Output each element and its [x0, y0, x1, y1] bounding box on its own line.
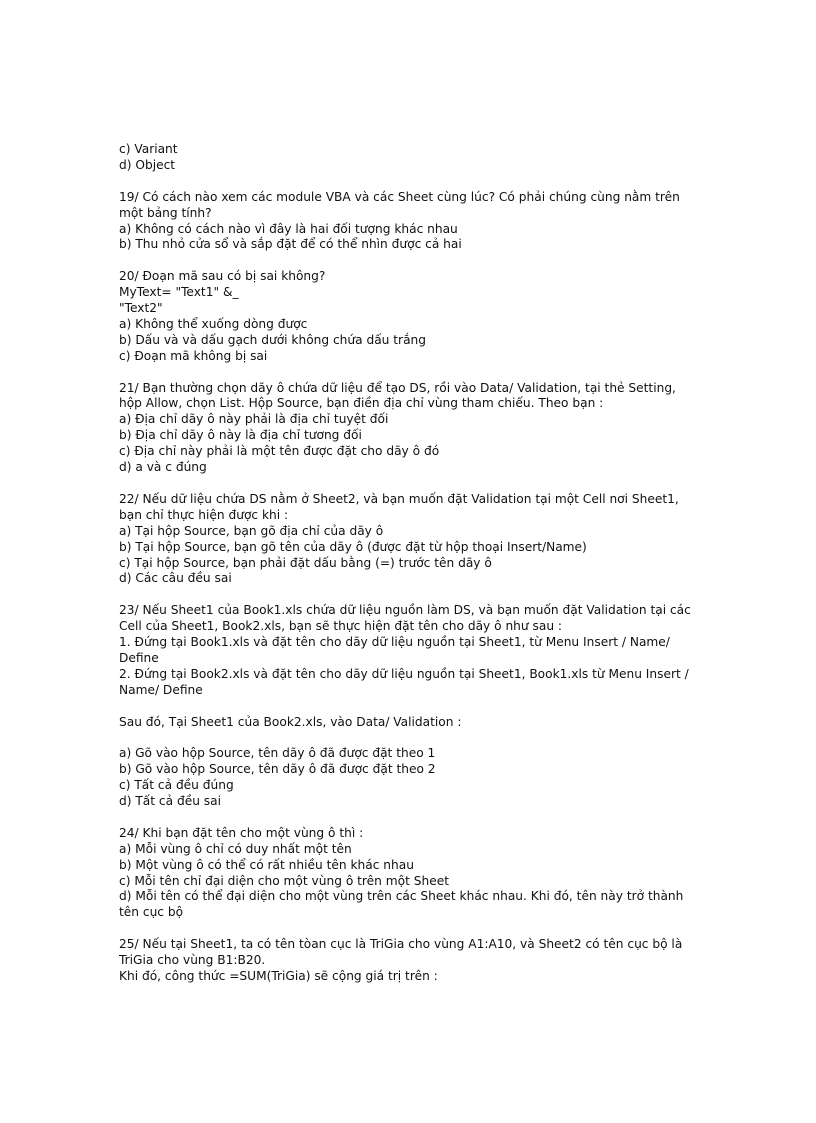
option-line: b) Dấu và và dấu gạch dưới không chứa dấu trắng [119, 332, 426, 347]
option-line: c) Đoạn mã không bị sai [119, 348, 268, 363]
question-22 [119, 492, 699, 587]
option-line: a) Không có cách nào vì đây là hai đối tượng khác nhau [119, 221, 458, 236]
option-line: c) Variant [119, 142, 178, 156]
option-line: d) Mỗi tên có thể đại diện cho một vùng trên các Sheet khác nhau. Khi đó, tên này trở thành tên cục bộ [119, 889, 684, 920]
option-line: d) a và c đúng [119, 460, 207, 475]
question-25 [119, 937, 699, 985]
question-text: 23/ Nếu Sheet1 của Book1.xls chứa dữ liệu nguồn làm DS, và bạn muốn đặt Validation tại các Cell của Sheet1, Book2.xls, bạn sẽ thực hiện đặt tên cho dãy ô như sau : [119, 603, 691, 634]
question-18-options [119, 142, 699, 174]
option-line: a) Tại hộp Source, bạn gõ địa chỉ của dãy ô [119, 523, 384, 538]
question-21 [119, 381, 699, 476]
code-line: "Text2" [119, 301, 163, 316]
question-text: 20/ Đoạn mã sau có bị sai không? [119, 269, 326, 284]
option-line: a) Địa chỉ dãy ô này phải là địa chỉ tuyệt đối [119, 412, 389, 427]
question-text: Khi đó, công thức =SUM(TriGia) sẽ cộng giá trị trên : [119, 968, 438, 983]
question-19 [119, 190, 699, 254]
option-line: a) Gõ vào hộp Source, tên dãy ô đã được đặt theo 1 [119, 746, 436, 761]
option-line: b) Một vùng ô có thể có rất nhiều tên khác nhau [119, 857, 414, 872]
option-line: b) Địa chỉ dãy ô này là địa chỉ tương đối [119, 428, 362, 443]
code-line: MyText= "Text1" &_ [119, 285, 239, 300]
step-line: 1. Đứng tại Book1.xls và đặt tên cho dãy dữ liệu nguồn tại Sheet1, từ Menu Insert / Name/ Define [119, 635, 670, 665]
question-text: 24/ Khi bạn đặt tên cho một vùng ô thì : [119, 825, 364, 840]
option-line: b) Gõ vào hộp Source, tên dãy ô đã được đặt theo 2 [119, 762, 436, 777]
question-text: 25/ Nếu tại Sheet1, ta có tên tòan cục là TriGia cho vùng A1:A10, và Sheet2 có tên cục bộ là TriGia cho vùng B1:B20. [119, 937, 683, 968]
option-line: b) Thu nhỏ cửa sổ và sắp đặt để có thể nhìn được cả hai [119, 237, 462, 252]
option-line: d) Tất cả đều sai [119, 794, 222, 809]
question-24 [119, 826, 699, 921]
option-line: c) Tất cả đều đúng [119, 778, 234, 793]
question-23 [119, 603, 699, 698]
option-line: b) Tại hộp Source, bạn gõ tên của dãy ô (được đặt từ hộp thoại Insert/Name) [119, 539, 587, 554]
option-line: c) Mỗi tên chỉ đại diện cho một vùng ô trên một Sheet [119, 873, 449, 888]
option-line: a) Không thể xuống dòng được [119, 316, 308, 331]
question-20 [119, 269, 699, 364]
question-text: 19/ Có cách nào xem các module VBA và các Sheet cùng lúc? Có phải chúng cùng nằm trên một bảng tính? [119, 189, 680, 220]
question-text: 21/ Bạn thường chọn dãy ô chứa dữ liệu để tạo DS, rồi vào Data/ Validation, tại thẻ Setting, hộp Allow, chọn List. Hộp Source, bạn điền địa chỉ vùng tham chiếu. Theo bạn : [119, 380, 676, 411]
option-line: d) Các câu đều sai [119, 571, 232, 586]
document-page [119, 142, 699, 985]
paragraph-text: Sau đó, Tại Sheet1 của Book2.xls, vào Data/ Validation : [119, 714, 462, 729]
option-line: a) Mỗi vùng ô chỉ có duy nhất một tên [119, 841, 352, 856]
step-line: 2. Đứng tại Book2.xls và đặt tên cho dãy dữ liệu nguồn tại Sheet1, Book1.xls từ Menu Insert / Name/ Define [119, 666, 689, 697]
question-23-options [119, 746, 699, 810]
option-line: c) Tại hộp Source, bạn phải đặt dấu bằng (=) trước tên dãy ô [119, 555, 492, 570]
question-text: 22/ Nếu dữ liệu chứa DS nằm ở Sheet2, và bạn muốn đặt Validation tại một Cell nơi Sheet1, bạn chỉ thực hiện được khi : [119, 491, 679, 522]
question-23-followup [119, 715, 699, 731]
option-line: d) Object [119, 157, 176, 172]
option-line: c) Địa chỉ này phải là một tên được đặt cho dãy ô đó [119, 444, 440, 459]
